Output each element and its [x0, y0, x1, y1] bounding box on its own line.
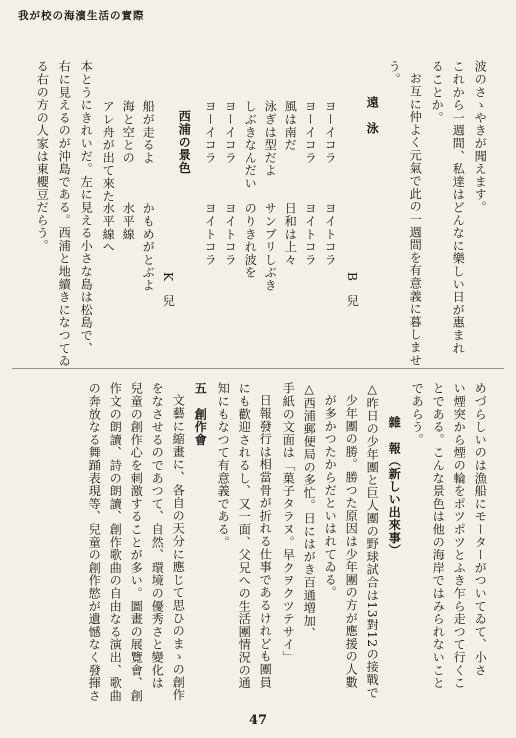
- poem-author: B 兒: [345, 272, 360, 308]
- poem-line: アレ舟が出て來た: [101, 100, 116, 203]
- text-line: 文藝に縮畫に、各自の天分に應じて思ひのまゝの創作: [171, 394, 186, 702]
- text-line: る右の方の人家は東櫻豆だらう。: [35, 60, 50, 252]
- poem-line: ヨーイコラ: [323, 100, 338, 164]
- poem-title: 遠 泳: [365, 96, 380, 135]
- poem-line: ヨイトコラ: [203, 202, 218, 266]
- text-line: い煙突から煙の輪をポツポツとふき乍ら走つて行くこ: [452, 382, 467, 690]
- text-line: とである。こんな景色は他の海岸ではみられないこと: [431, 382, 446, 690]
- section-divider: [12, 368, 504, 369]
- text-line: の奔放なる舞踊表現等、兒童の創作慾が遺憾なく發揮さ: [87, 382, 102, 702]
- text-line: これから一週間、私達はどんなに樂しい日が惠まれ: [451, 60, 466, 355]
- text-line: にも歡迎されるし、又一面、父兄への生活團情況の通: [237, 382, 252, 690]
- poem-line: 水平線: [121, 202, 136, 241]
- text-line: をなさせるのであつて、自然、環境の優秀さと變化は: [150, 382, 165, 690]
- poem-line: 日和は上々: [283, 202, 298, 266]
- text-line: う。: [387, 60, 402, 86]
- text-line: 少年團の勝。勝つた原因は少年團の方が應援の人數: [344, 394, 359, 689]
- text-line: 本とうにきれいだ。左に見える小さな島は松島で、: [79, 60, 94, 355]
- running-head: 我が校の海濱生活の實際: [18, 10, 145, 22]
- text-line: 手紙の文面は「菓子タラヌ。早クヲクツテサイ」: [281, 382, 296, 664]
- text-line: お互に仲よく元氣で此の一週間を有意義に暮しませ: [408, 72, 423, 367]
- poem-line: かもめがとぶよ: [141, 202, 156, 292]
- text-line: 波のさゝやきが聞えます。: [473, 60, 488, 214]
- text-line: であらう。: [410, 382, 425, 446]
- poem-line: 海と空との: [121, 100, 136, 164]
- poem-line: ヨイトコラ: [303, 202, 318, 266]
- section-heading: 雜 報（新しい出來事）: [387, 416, 402, 557]
- section-heading: 五 創作會: [193, 382, 208, 446]
- poem-line: のりきれ波を: [243, 202, 258, 279]
- text-line: 日報發行は相當骨が折れる仕事であるけれども團員: [258, 394, 273, 689]
- poem-line: ヨーイコラ: [203, 100, 218, 164]
- poem-line: 風は南だ: [283, 100, 298, 152]
- poem-line: ヨイトコラ: [323, 202, 338, 266]
- page-number: 47: [248, 713, 268, 728]
- text-line: めづらしいのは漁船にモーターがついてゐて、小さ: [473, 382, 488, 677]
- text-line: 作文の朗讀、詩の朗讀、創作歌曲の自由なる演出、歌曲: [108, 382, 123, 702]
- text-line: 右に見えるのが沖島である。西浦と地續きになつてゐ: [57, 60, 72, 368]
- poem-line: 船が走るよ: [141, 100, 156, 164]
- poem-title: 西浦の景色: [177, 110, 192, 174]
- text-line: が多かつたからだといはれてゐる。: [323, 394, 338, 599]
- poem-line: 泳ぎは型だよ: [263, 100, 278, 177]
- poem-line: 水平線へ: [101, 202, 116, 254]
- text-line: △西浦郵便局の多忙。日にはがき百通増加、: [302, 382, 317, 640]
- text-line: 兒童の創作心を刺激することが多い。圖畫の展覽會、創: [129, 382, 144, 702]
- text-line: ることか。: [430, 60, 445, 124]
- text-line: 知にもなつて有意義である。: [216, 382, 231, 549]
- text-line: △昨日の少年團と巨人團の野球試合は13對12の接戰で: [365, 382, 380, 699]
- poem-line: サンブリしぶき: [263, 202, 278, 292]
- poem-line: しぶきなんだい: [243, 100, 258, 190]
- poem-author: K 兒: [161, 272, 176, 308]
- poem-line: ヨイトコラ: [223, 202, 238, 266]
- poem-line: ヨーイコラ: [303, 100, 318, 164]
- poem-line: ヨーイコラ: [223, 100, 238, 164]
